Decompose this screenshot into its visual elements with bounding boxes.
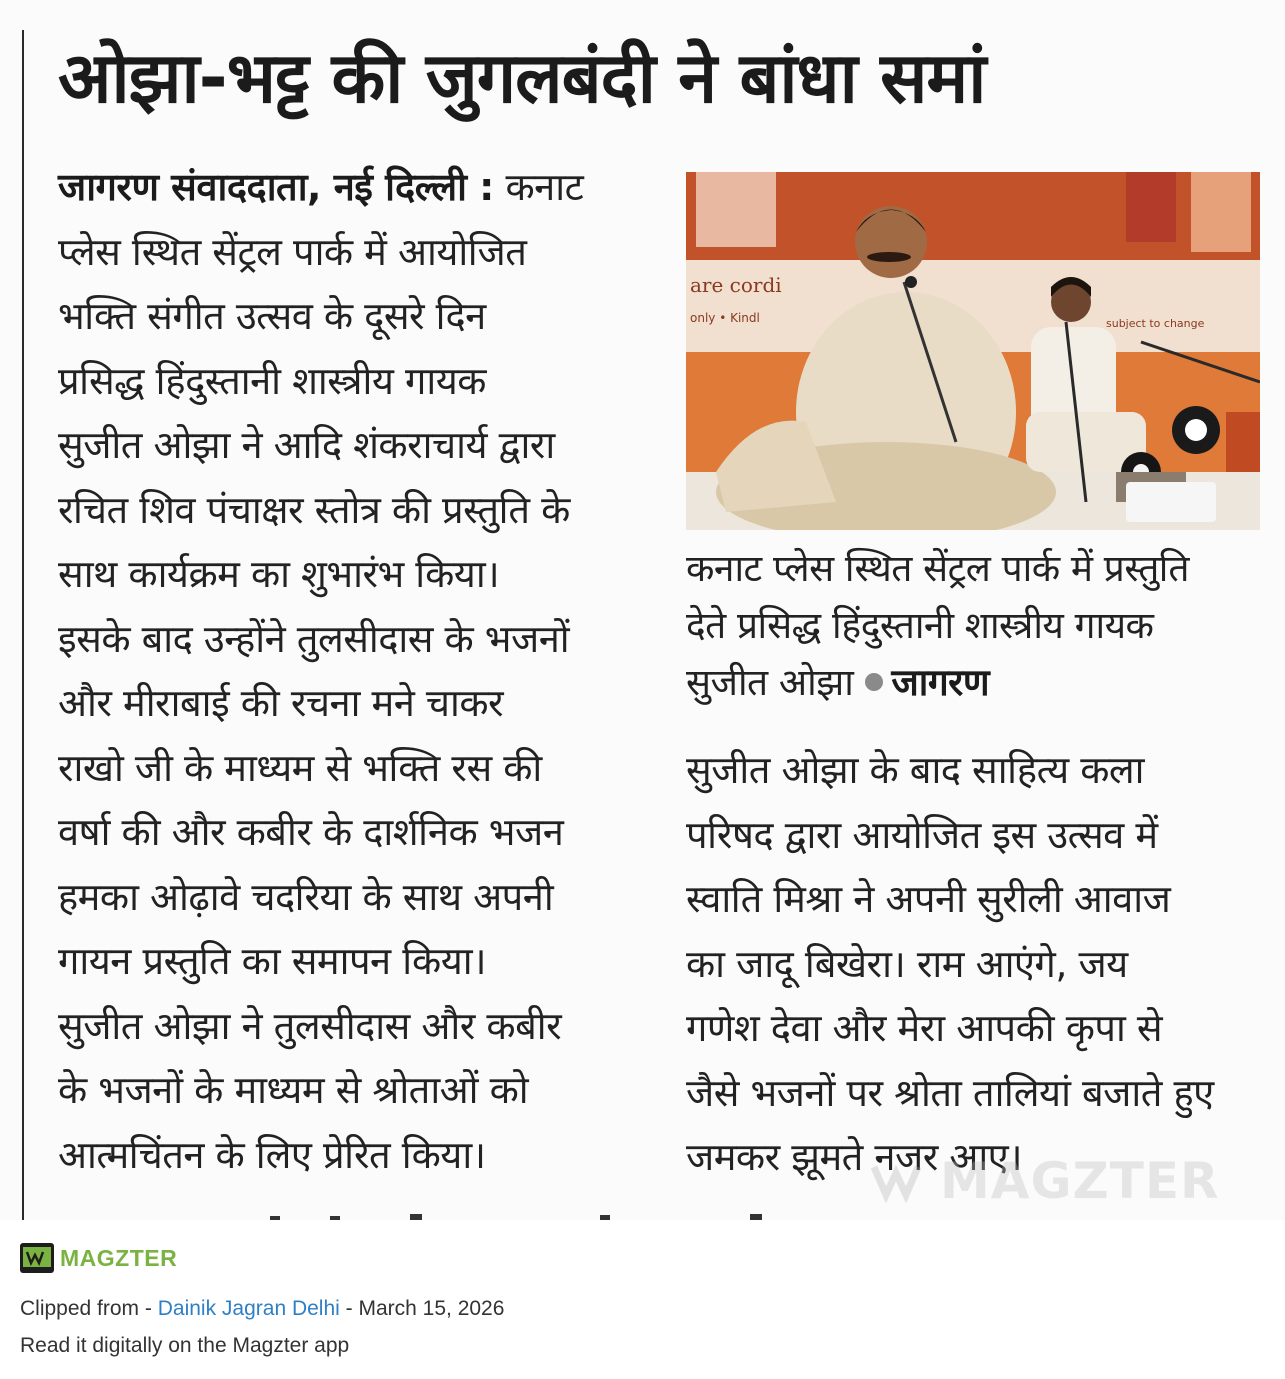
magzter-watermark bbox=[870, 1148, 1270, 1214]
clipped-from-line bbox=[20, 1297, 504, 1321]
clipped-from-label: Clipped from - bbox=[20, 1297, 158, 1320]
byline: जागरण संवाददाता, नई दिल्ली : bbox=[58, 165, 494, 209]
svg-text:only • Kindl: only • Kindl bbox=[690, 311, 760, 325]
headline: ओझा-भट्ट की जुगलबंदी ने बांधा समां bbox=[58, 37, 986, 119]
bullet-dot-icon bbox=[865, 673, 883, 691]
cropped-next-article-marks bbox=[260, 1212, 800, 1220]
date-separator: - bbox=[339, 1297, 359, 1320]
caption-credit: जागरण bbox=[891, 661, 990, 704]
body-left-text: कनाट प्लेस स्थित सेंट्रल पार्क में आयोजित भक्ति संगीत उत्सव के दूसरे दिन प्रसिद्ध हिंदुस्तानी शास्त्रीय गायक सुजीत ओझा ने आदि शंकराचार्य द्वारा रचित शिव पंचाक्षर स्तोत्र की प्रस्तुति के साथ कार्यक्रम का शुभारंभ किया। इसके बाद उन्होंने तुलसीदास के भजनों और मीराबाई की रचना मने चाकर राखो जी के माध्यम से भक्ति रस की वर्षा की और कबीर के दार्शनिक भजन हमका ओढ़ावे चदरिया के साथ अपनी गायन प्रस्तुति का समापन किया। सुजीत ओझा ने तुलसीदास और कबीर के भजनों के माध्यम से श्रोताओं को आत्मचिंतन के लिए प्रेरित किया। bbox=[58, 165, 584, 1177]
watermark-text: MAGZTER bbox=[940, 1152, 1220, 1210]
magzter-logo[interactable] bbox=[20, 1240, 177, 1276]
clip-date: March 15, 2026 bbox=[358, 1297, 505, 1320]
publication-link[interactable]: Dainik Jagran Delhi bbox=[157, 1297, 340, 1320]
magzter-logo-icon bbox=[20, 1243, 54, 1273]
read-digitally-line: Read it digitally on the Magzter app bbox=[20, 1334, 350, 1357]
singer-performance-photo bbox=[686, 172, 1260, 530]
news-photo bbox=[686, 172, 1260, 530]
magzter-watermark-icon bbox=[870, 1159, 940, 1203]
column-rule bbox=[22, 30, 24, 1220]
caption-text: कनाट प्लेस स्थित सेंट्रल पार्क में प्रस्तुति देते प्रसिद्ध हिंदुस्तानी शास्त्रीय गायक सुजीत ओझा bbox=[686, 547, 1189, 704]
photo-caption bbox=[686, 540, 1266, 711]
article-body-right: सुजीत ओझा के बाद साहित्य कला परिषद द्वारा आयोजित इस उत्सव में स्वाति मिश्रा ने अपनी सुरीली आवाज का जादू बिखेरा। राम आएंगे, जय गणेश देवा और मेरा आपकी कृपा से जैसे भजनों पर श्रोता तालियां बजाते हुए जमकर झूमते नजर आए। bbox=[686, 748, 1214, 1179]
magzter-logo-text: MAGZTER bbox=[60, 1244, 178, 1271]
svg-text:subject to change: subject to change bbox=[1106, 317, 1205, 330]
article-body-left bbox=[58, 155, 638, 1187]
svg-text:are cordi: are cordi bbox=[690, 273, 782, 297]
